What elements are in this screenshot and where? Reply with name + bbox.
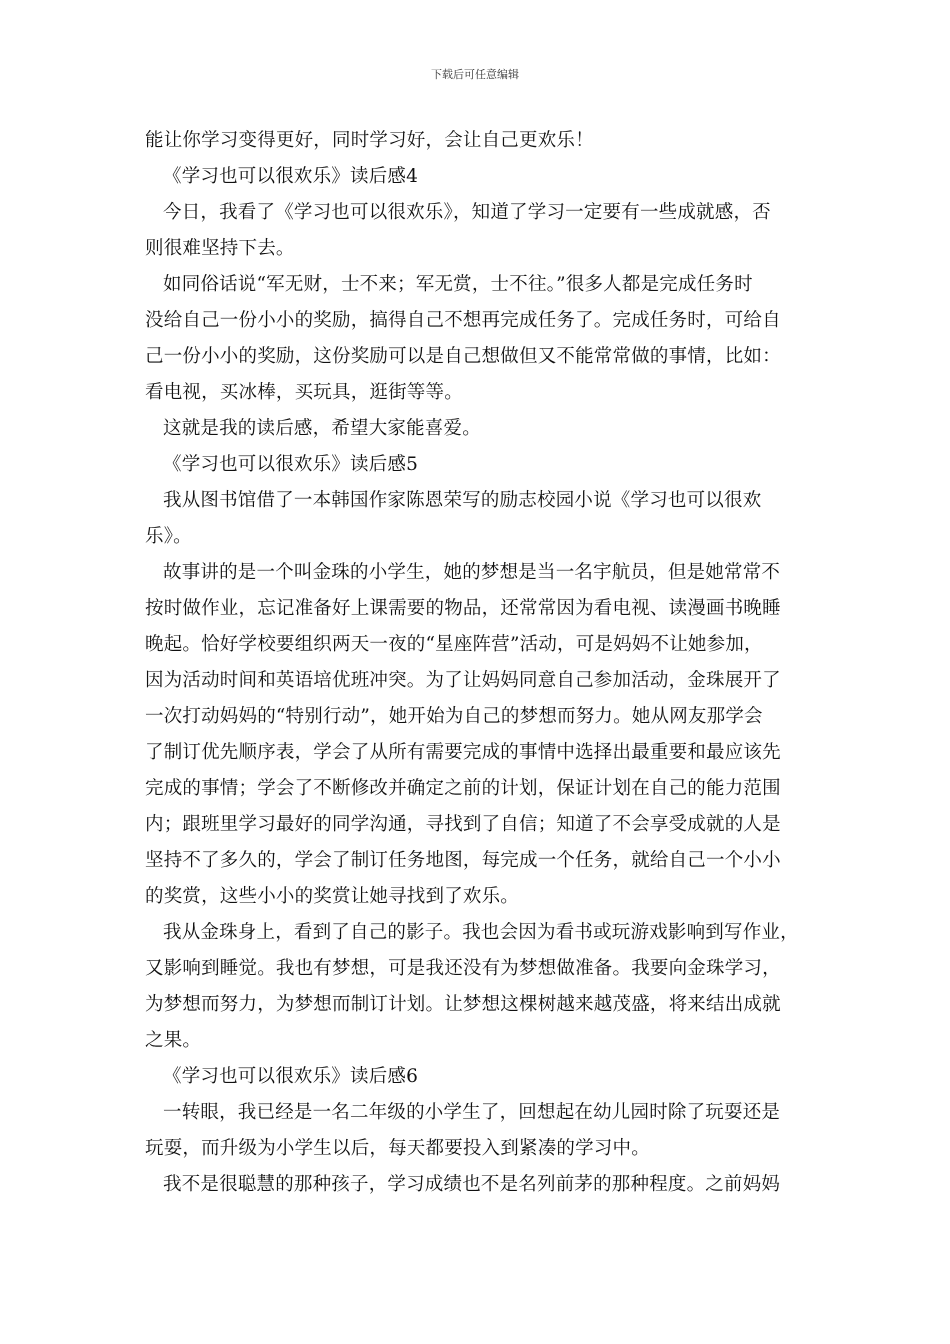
text-line: 了制订优先顺序表，学会了从所有需要完成的事情中选择出最重要和最应该先 [145,742,781,763]
section-title: 《学习也可以很欢乐》读后感4 [163,166,419,187]
page-header: 下载后可任意编辑 [431,68,519,81]
text-line: 晚起。恰好学校要组织两天一夜的“星座阵营”活动，可是妈妈不让她参加， [145,634,763,655]
text-line: 一转眼，我已经是一名二年级的小学生了，回想起在幼儿园时除了玩耍还是 [163,1102,781,1123]
text-line: 坚持不了多久的，学会了制订任务地图，每完成一个任务，就给自己一个小小 [145,850,781,871]
text-line: 看电视，买冰棒，买玩具，逛街等等。 [145,382,463,403]
text-line: 内；跟班里学习最好的同学沟通，寻找到了自信；知道了不会享受成就的人是 [145,814,781,835]
text-line: 为梦想而努力，为梦想而制订计划。让梦想这棵树越来越茂盛，将来结出成就 [145,994,781,1015]
text-line: 我从图书馆借了一本韩国作家陈恩荣写的励志校园小说《学习也可以很欢 [163,490,762,511]
text-line: 玩耍，而升级为小学生以后，每天都要投入到紧凑的学习中。 [145,1138,650,1159]
text-line: 故事讲的是一个叫金珠的小学生，她的梦想是当一名宇航员，但是她常常不 [163,562,781,583]
text-line: 乐》。 [145,526,192,547]
text-line: 一次打动妈妈的“特别行动”，她开始为自己的梦想而努力。她从网友那学会 [145,706,763,727]
text-line: 我不是很聪慧的那种孩子，学习成绩也不是名列前茅的那种程度。之前妈妈 [163,1174,781,1195]
text-line: 又影响到睡觉。我也有梦想，可是我还没有为梦想做准备。我要向金珠学习， [145,958,781,979]
text-line: 没给自己一份小小的奖励，搞得自己不想再完成任务了。完成任务时，可给自 [145,310,781,331]
text-line: 之果。 [145,1030,202,1051]
text-line: 如同俗话说“军无财，士不来；军无赏，士不往。”很多人都是完成任务时 [163,274,753,295]
text-line: 这就是我的读后感，希望大家能喜爱。 [163,418,481,439]
text-line: 能让你学习变得更好，同时学习好，会让自己更欢乐！ [145,130,594,151]
text-line: 因为活动时间和英语培优班冲突。为了让妈妈同意自己参加活动，金珠展开了 [145,670,781,691]
text-line: 完成的事情；学会了不断修改并确定之前的计划，保证计划在自己的能力范围 [145,778,781,799]
text-line: 今日，我看了《学习也可以很欢乐》，知道了学习一定要有一些成就感，否 [163,202,771,223]
text-line: 己一份小小的奖励，这份奖励可以是自己想做但又不能常常做的事情，比如： [145,346,781,367]
text-line: 则很难坚持下去。 [145,238,295,259]
section-title: 《学习也可以很欢乐》读后感6 [163,1066,419,1087]
section-title: 《学习也可以很欢乐》读后感5 [163,454,419,475]
text-line: 按时做作业，忘记准备好上课需要的物品，还常常因为看电视、读漫画书晚睡 [145,598,781,619]
text-line: 的奖赏，这些小小的奖赏让她寻找到了欢乐。 [145,886,520,907]
text-line: 我从金珠身上，看到了自己的影子。我也会因为看书或玩游戏影响到写作业， [163,922,799,943]
